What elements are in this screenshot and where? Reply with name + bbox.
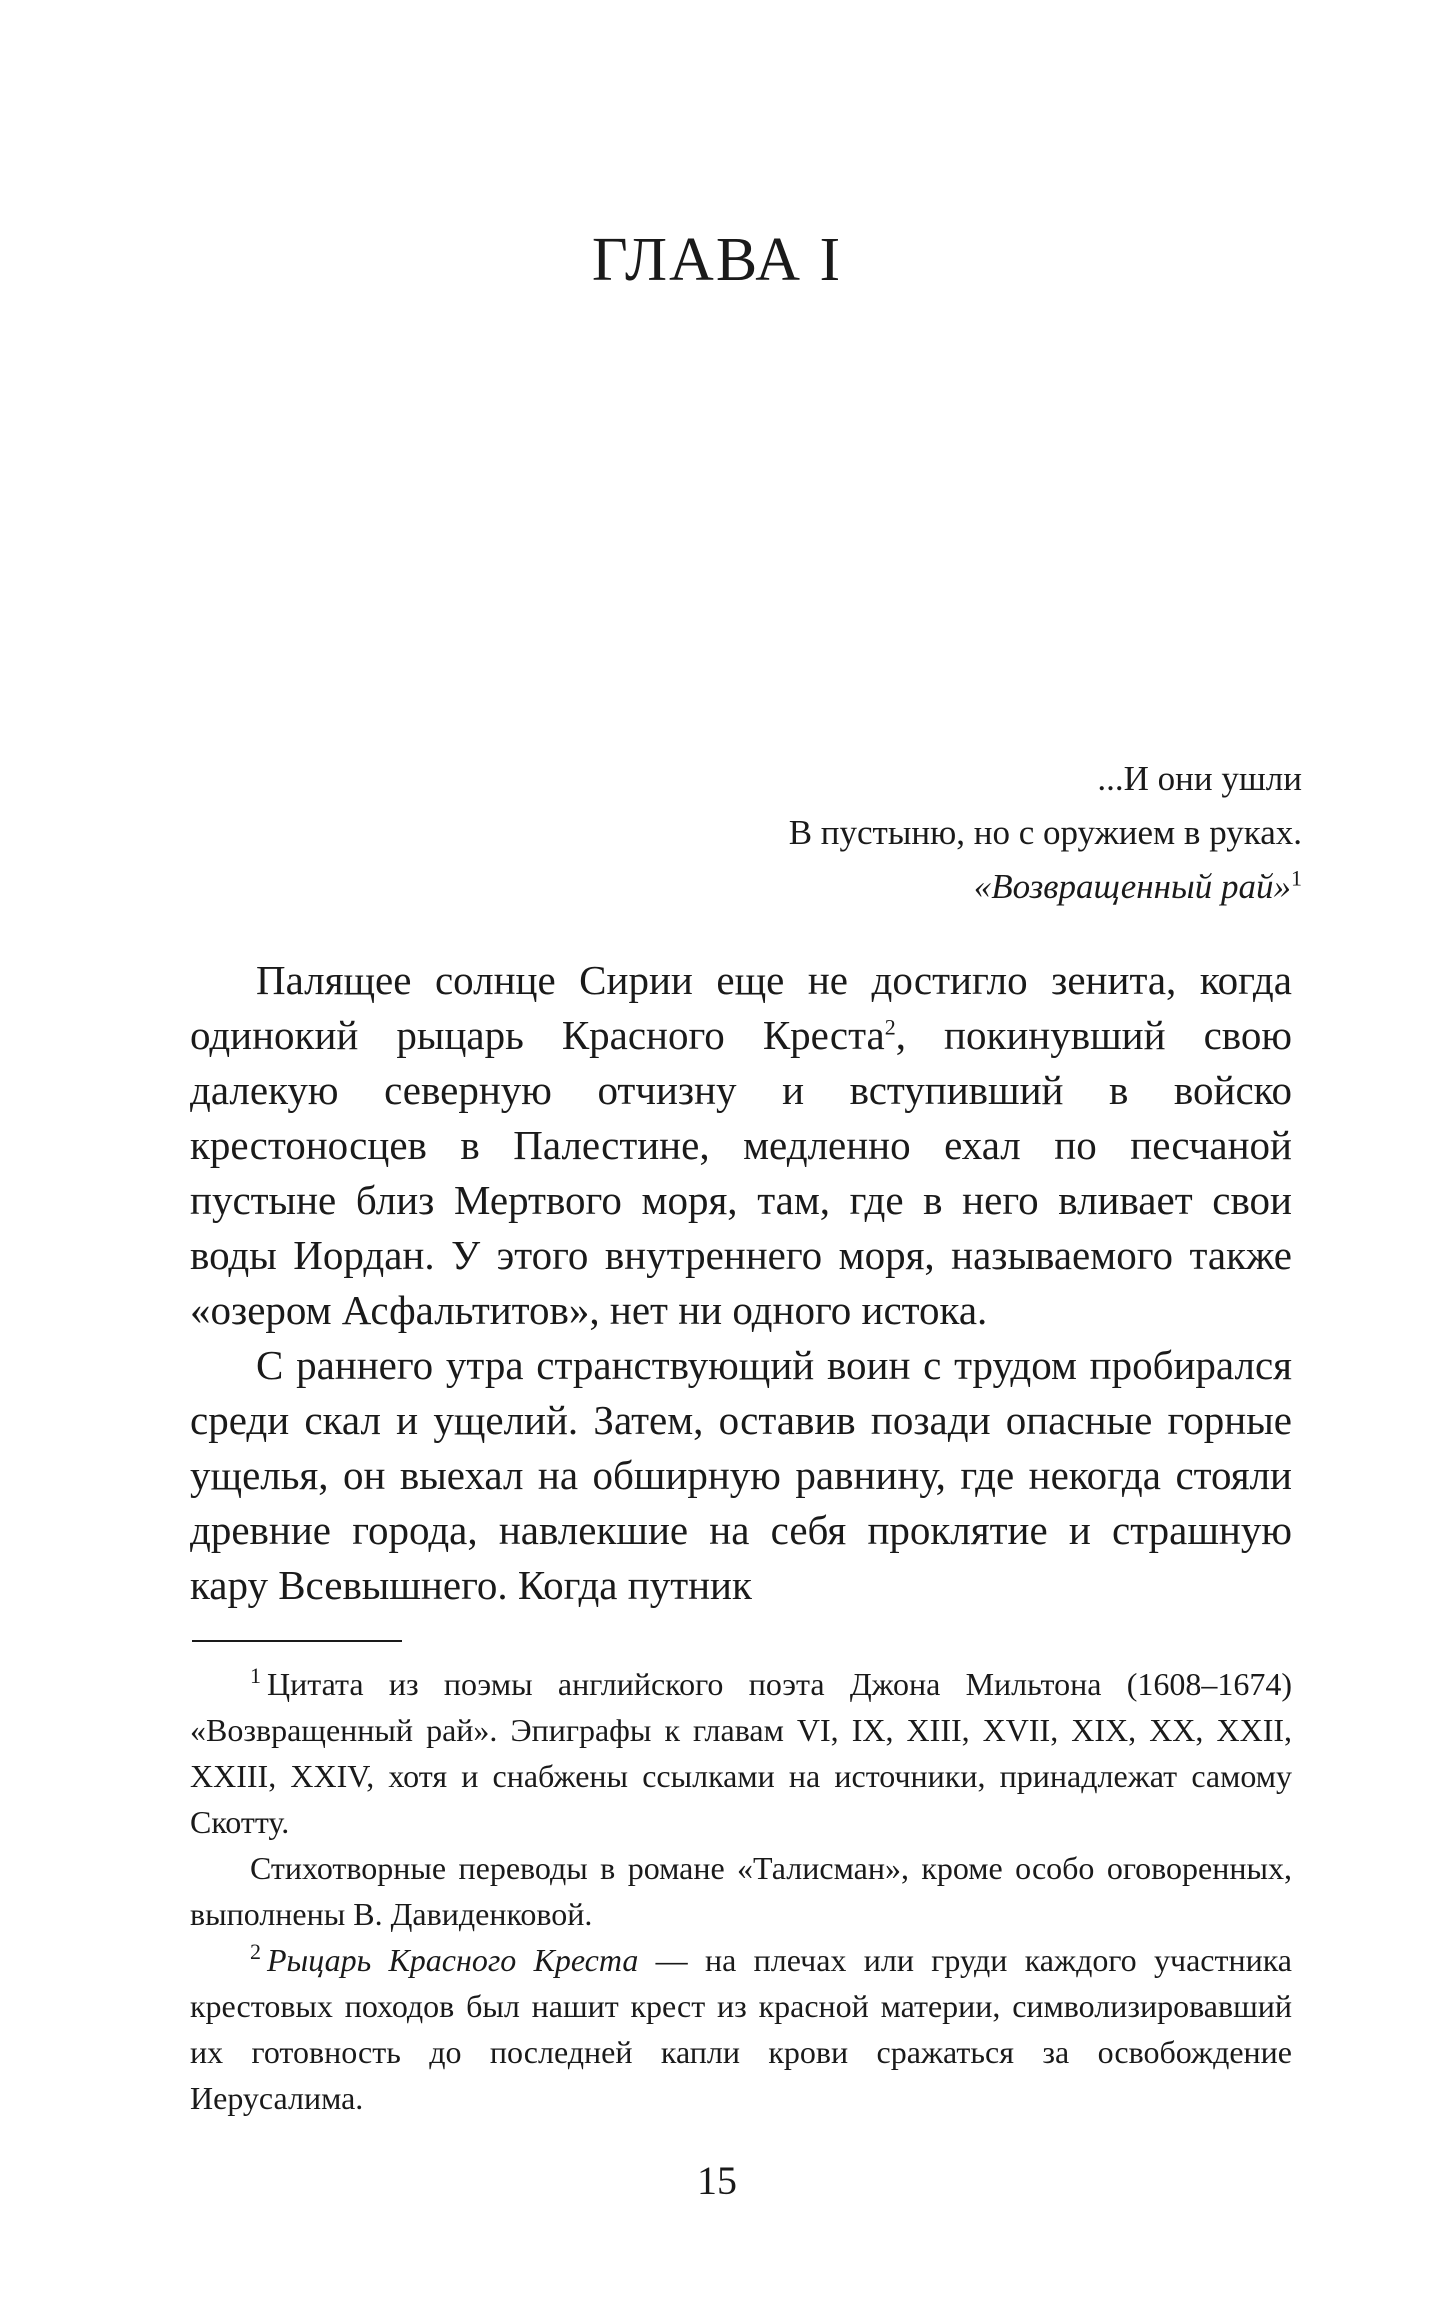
footnote-1-mark: 1 [250,1663,261,1689]
footnote-2-mark: 2 [250,1939,261,1965]
paragraph-1 [190,953,1292,1338]
epigraph-line-2: В пустыню, но с оружием в руках. [788,813,1302,852]
epigraph-line-1: ...И они ушли [1097,759,1302,798]
paragraph-1-part-2: , покинувший свою далекую северную отчизну и вступивший в войско крестоносцев в Палестине, медленно ехал по песчаной пустыне близ Мертвого моря, там, где в него вливает свои воды Иордан. У этого внутреннего моря, называемого также «озером Асфальтитов», нет ни одного истока. [190,1012,1292,1333]
footnote-2 [190,1937,1292,2121]
paragraph-1-part-1: Палящее солнце Сирии еще не достигло зенита, когда одинокий рыцарь Красного Креста [190,957,1292,1058]
footnote-1 [190,1661,1292,1845]
epigraph [789,752,1302,914]
footnotes [190,1661,1292,2121]
footnote-1-text: Цитата из поэмы английского поэта Джона Мильтона (1608–1674) «Возвращенный рай». Эпиграфы к главам VI, IX, XIII, XVII, XIX, XX, XXII, XXIII, XXIV, хотя и снабжены ссылками на источники, принадлежат самому Скотту. [190,1666,1292,1840]
epigraph-source-line [789,860,1302,914]
page-number: 15 [697,2158,737,2203]
footnote-divider [192,1640,402,1642]
footnote-ref-2: 2 [884,1014,896,1040]
chapter-title: ГЛАВА I [591,226,843,294]
footnote-2-term: Рыцарь Красного Креста [267,1942,639,1978]
epigraph-source: «Возвращенный рай» [973,867,1291,906]
footnote-1-continuation: Стихотворные переводы в романе «Талисман», кроме особо оговоренных, выполнены В. Давиденковой. [190,1850,1292,1932]
footnote-2-text: — на плечах или груди каждого участника крестовых походов был нашит крест из красной материи, символизировавший их готовность до последней капли крови сражаться за освобождение Иерусалима. [190,1942,1293,2116]
main-text [190,953,1292,1613]
paragraph-2: С раннего утра странствующий воин с трудом пробирался среди скал и ущелий. Затем, оставив позади опасные горные ущелья, он выехал на обширную равнину, где некогда стояли древние города, навлекшие на себя проклятие и страшную кару Всевышнего. Когда путник [190,1342,1292,1608]
footnote-ref-1: 1 [1291,865,1302,891]
